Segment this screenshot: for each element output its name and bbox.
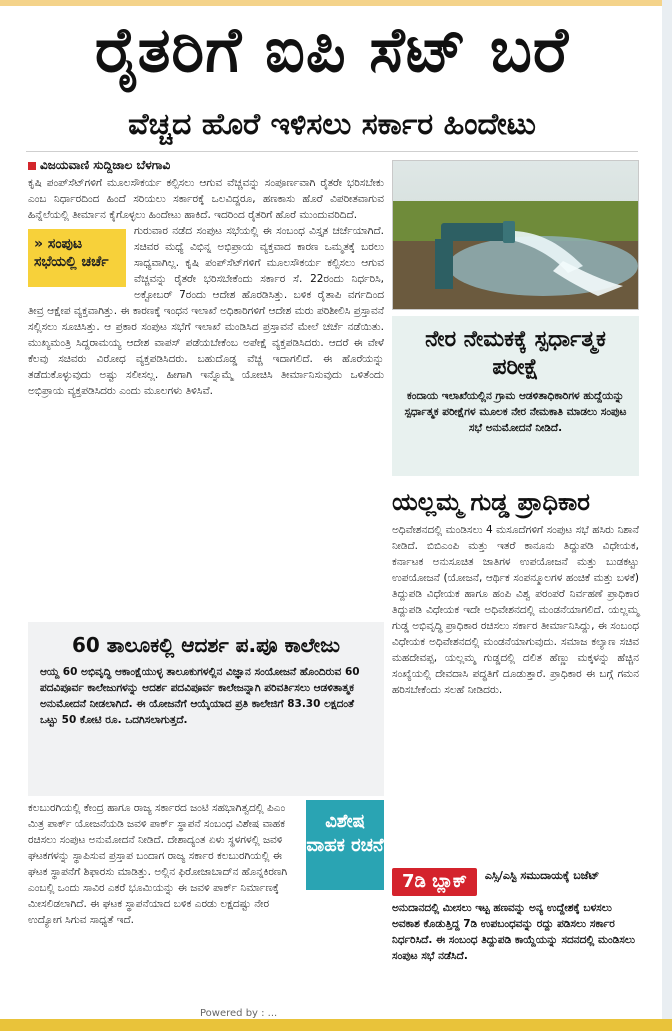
headline: ರೈತರಿಗೆ ಐಪಿ ಸೆಟ್ ಬರೆ (94, 13, 570, 86)
side-highlight-box: » ಸಂಪುಟ ಸಭೆಯಲ್ಲಿ ಚರ್ಚೆ (28, 229, 126, 287)
article-paragraph-2: ಗುರುವಾರ ನಡೆದ ಸಂಪುಟ ಸಭೆಯಲ್ಲಿ ಈ ಸಂಬಂಧ ವಿಸ್ತೃತ ಚರ್ಚೆಯಾಗಿದೆ. ಸಚಿವರ ಮಧ್ಯೆ ವಿಭಿನ್ನ ಅಭಿಪ್ರಾಯ ವ್ಯಕ್ತವಾದ ಕಾರಣ ಒಮ್ಮತಕ್ಕೆ ಬರಲು ಸಾಧ್ಯವಾಗಿಲ್ಲ. ಕೃಷಿ ಪಂಪ್‌ಸೆಟ್‌ಗಳಿಗೆ ಮೂಲಸೌಕರ್ಯ ಕಲ್ಪಿಸಲು ಆಗುವ ವೆಚ್ಚವನ್ನು ರೈತರೇ ಭರಿಸಬೇಕೆಂದು ಸರ್ಕಾರ ಸೆ. 22ರಂದು ನಿರ್ಧರಿಸಿ, ಅಕ್ಟೋಬರ್ 7ರಂದು ಆದೇಶ ಹೊರಡಿಸಿತ್ತು. ಬಳಿಕ ರೈತಾಪಿ ವರ್ಗದಿಂದ ತೀವ್ರ ಆಕ್ಷೇಪ ವ್ಯಕ್ತವಾಗಿತ್ತು. ಈ ಕಾರಣಕ್ಕೆ ಇಂಧನ ಇಲಾಖೆ ಅಧಿಕಾರಿಗಳಿಗೆ ಆದೇಶ ಮರು ಪರಿಶೀಲಿಸಿ ಪ್ರಸ್ತಾವನೆ ಸಲ್ಲಿಸಲು ಸೂಚಿಸಿತ್ತು. ಆ ಪ್ರಕಾರ ಸಂಪುಟ ಸಭೆಗೆ ಇಲಾಖೆ ಮಂಡಿಸಿದ ಪ್ರಸ್ತಾವನೆ ಮೇಲೆ ಚರ್ಚೆ ನಡೆಯಿತು. ಮುಖ್ಯಮಂತ್ರಿ ಸಿದ್ದರಾಮಯ್ಯ ಆದೇಶ ವಾಪಸ್ ಪಡೆಯಬೇಕೆಂಬ ಅಪೇಕ್ಷೆ ವ್ಯಕ್ತಪಡಿಸಿದರು. ಆದರೆ ಈ ವೇಳೆ ಕೆಲವು ಸಚಿವರು ವಿರೋಧ ವ್ಯಕ್ತಪಡಿಸಿದರು. ಬಹುದೊಡ್ಡ ವೆಚ್ಚ ಇದಾಗಲಿದೆ. ಈ ಹೊರೆಯನ್ನು ತಡೆದುಕೊಳ್ಳುವುದು ಅಷ್ಟು ಸಲೀಸಲ್ಲ. ಹೀಗಾಗಿ ಇನ್ನೊಮ್ಮೆ ಯೋಚಿಸಿ ತೀರ್ಮಾನಿಸುವುದು ಒಳಿತೆಂದು ಅಭಿಪ್ರಾಯ ವ್ಯಕ್ತಪಡಿಸಿದರು ಎಂದು ಮೂಲಗಳು ತಿಳಿಸಿವೆ. (28, 225, 384, 397)
water-pipe-photo (392, 160, 639, 310)
direct-recruitment-text: ಕಂದಾಯ ಇಲಾಖೆಯಲ್ಲಿನ ಗ್ರಾಮ ಆಡಳಿತಾಧಿಕಾರಿಗಳ ಹುದ್ದೆಯನ್ನು ಸ್ಪರ್ಧಾತ್ಮಕ ಪರೀಕ್ಷೆಗಳ ಮೂಲಕ ನೇರ ನೇಮಕಾತಿ ಮಾಡಲು ಸಂಪುಟ ಸಭೆ ಅನುಮೋದನೆ ನೀಡಿದೆ. (404, 390, 627, 434)
puc-college-text: ಆಯ್ದ 60 ಅಭಿವೃದ್ಧಿ ಆಕಾಂಕ್ಷೆಯುಳ್ಳ ತಾಲೂಕುಗಳಲ್ಲಿನ ವಿಜ್ಞಾನ ಸಂಯೋಜನೆ ಹೊಂದಿರುವ 60 ಪದವಿಪೂರ್ವ ಕಾಲೇಜುಗಳನ್ನು ಆದರ್ಶ ಪದವಿಪೂರ್ವ ಕಾಲೇಜನ್ನಾಗಿ ಪರಿವರ್ತಿಸಲು ಆಡಳಿತಾತ್ಮಕ ಅನುಮೋದನೆ ನೀಡಲಾಗಿದೆ. ಈ ಯೋಜನೆಗೆ ಆಯ್ಕೆಯಾದ ಪ್ರತಿ ಕಾಲೇಜಿಗೆ 83.30 ಲಕ್ಷದಂತೆ ಒಟ್ಟು 50 ಕೋಟಿ ರೂ. ಒದಗಿಸಲಾಗುತ್ತದೆ. (40, 666, 360, 726)
yallamma-title: ಯಲ್ಲಮ್ಮ ಗುಡ್ಡ ಪ್ರಾಧಿಕಾರ (392, 488, 590, 516)
7d-block-text: ಅನುದಾನದಲ್ಲಿ ಮೀಸಲು ಇಟ್ಟ ಹಣವನ್ನು ಅನ್ಯ ಉದ್ದೇಶಕ್ಕೆ ಬಳಸಲು ಅವಕಾಶ ಕೊಡುತ್ತಿದ್ದ 7ಡಿ ಉಪಬಂಧವನ್ನು ರದ್ದು ಪಡಿಸಲು ಸರ್ಕಾರ ನಿರ್ಧರಿಸಿದೆ. ಈ ಸಂಬಂಧ ತಿದ್ದುಪಡಿ ಕಾಯ್ದೆಯನ್ನು ಸದನದಲ್ಲಿ ಮಂಡಿಸಲು ಸಂಪುಟ ಸಭೆ ನಡೆಸಿದೆ. (392, 902, 635, 962)
red-square-icon (28, 162, 36, 170)
byline-text: ವಿಜಯವಾಣಿ ಸುದ್ದಿಜಾಲ ಬೆಳಗಾವಿ (40, 158, 171, 172)
top-strip (0, 0, 672, 6)
right-edge (662, 0, 672, 1031)
special-vehicle-box: ವಿಶೇಷ ವಾಹಕ ರಚನೆ (306, 800, 384, 890)
yallamma-text: ಅಧಿವೇಶನದಲ್ಲಿ ಮಂಡಿಸಲು 4 ಮಸೂದೆಗಳಿಗೆ ಸಂಪುಟ ಸಭೆ ಹಸಿರು ನಿಶಾನೆ ನೀಡಿದೆ. ಬಿಬಿಎಂಪಿ ಮತ್ತು ಇತರೆ ಕಾನೂನು ತಿದ್ದುಪಡಿ ವಿಧೇಯಕ, ಕರ್ನಾಟಕ ಅನುಸೂಚಿತ ಜಾತಿಗಳ ಉಪಯೋಜನೆ ಮತ್ತು ಬುಡಕಟ್ಟು ಉಪಯೋಜನೆ (ಯೋಜನೆ, ಆರ್ಥಿಕ ಸಂಪನ್ಮೂಲಗಳ ಹಂಚಿಕೆ ಮತ್ತು ಬಳಕೆ) ತಿದ್ದುಪಡಿ ವಿಧೇಯಕ ಹಾಗೂ ಹಂಪಿ ವಿಶ್ವ ಪರಂಪರೆ ನಿರ್ವಹಣೆ ಪ್ರಾಧಿಕಾರ ತಿದ್ದುಪಡಿ ವಿಧೇಯಕ ಇದೇ ಅಧಿವೇಶನದಲ್ಲಿ ಮಂಡನೆಯಾಗಲಿದೆ. ಯಲ್ಲಮ್ಮ ಗುಡ್ಡ ಅಭಿವೃದ್ಧಿ ಪ್ರಾಧಿಕಾರ ರಚಿಸಲು ಸರ್ಕಾರ ತೀರ್ಮಾನಿಸಿದ್ದು, ಈ ಸಂಬಂಧ ವಿಧೇಯಕ ಅಧಿವೇಶನದಲ್ಲಿ ಮಂಡನೆಯಾಗುವುದು. ಸಮಾಜ ಕಲ್ಯಾಣ ಸಚಿವ ಮಹದೇವಪ್ಪ, ಯಲ್ಲಮ್ಮ ಗುಡ್ಡದಲ್ಲಿ ದಲಿತ ಹೆಣ್ಣು ಮಕ್ಕಳನ್ನು ಹೆಚ್ಚಿನ ಸಂಖ್ಯೆಯಲ್ಲಿ ದೇವದಾಸಿ ಪದ್ಧತಿಗೆ ದೂಡುತ್ತಾರೆ. ಪ್ರಾಧಿಕಾರ ಈ ಬಗ್ಗೆ ಗಮನ ಹರಿಸಬೇಕೆಂದು ಸಲಹೆ ನೀಡಿದರು. (392, 524, 639, 696)
7d-block-title: 7ಡಿ ಬ್ಲಾಕ್ (392, 868, 477, 896)
direct-recruitment-box (392, 316, 639, 476)
direct-recruitment-title: ನೇರ ನೇಮಕಕ್ಕೆ ಸ್ಪರ್ಧಾತ್ಮಕ ಪರೀಕ್ಷೆ (425, 327, 606, 380)
bottom-strip (0, 1019, 672, 1031)
subheadline: ವೆಚ್ಚದ ಹೊರೆ ಇಳಿಸಲು ಸರ್ಕಾರ ಹಿಂದೇಟು (128, 107, 536, 142)
textile-park-article (28, 800, 384, 1000)
puc-college-box (28, 622, 384, 796)
bottom-caption: Powered by : ... (200, 1008, 278, 1019)
byline (28, 158, 384, 173)
right-column (392, 160, 639, 698)
main-article (28, 158, 384, 399)
article-paragraph-1: ಕೃಷಿ ಪಂಪ್‌ಸೆಟ್‌ಗಳಿಗೆ ಮೂಲಸೌಕರ್ಯ ಕಲ್ಪಿಸಲು ಆಗುವ ವೆಚ್ಚವನ್ನು ಸಂಪೂರ್ಣವಾಗಿ ರೈತರೇ ಭರಿಸಬೇಕು ಎಂಬ ನಿರ್ಧಾರದಿಂದ ಹಿಂದೆ ಸರಿಯಲು ಸರ್ಕಾರಕ್ಕೆ ಒಲವಿದ್ದರೂ, ಹಣಕಾಸು ಹೊರೆ ವಿಪರೀತವಾಗುವ ಹಿನ್ನೆಲೆಯಲ್ಲಿ ತೀರ್ಮಾನ ಕೈಗೊಳ್ಳಲು ಹಿಂದೇಟು ಹಾಕಿದೆ. ಇದರಿಂದ ರೈತರಿಗೆ ಹೊರೆ ಮುಂದುವರಿದಿದೆ. (28, 177, 384, 221)
7d-block-header (392, 868, 639, 896)
7d-block-tag: ಎಸ್ಸಿ/ಎಸ್ಟಿ ಸಮುದಾಯಕ್ಕೆ ಬಜೆಟ್ (484, 869, 600, 882)
headline-rule (26, 151, 638, 152)
textile-park-text: ಕಲಬುರಗಿಯಲ್ಲಿ ಕೇಂದ್ರ ಹಾಗೂ ರಾಜ್ಯ ಸರ್ಕಾರದ ಜಂಟಿ ಸಹಭಾಗಿತ್ವದಲ್ಲಿ ಪಿಎಂ ಮಿತ್ರ ಪಾರ್ಕ್ ಯೋಜನೆಯಡಿ ಜವಳಿ ಪಾರ್ಕ್ ಸ್ಥಾಪನೆ ಸಂಬಂಧ ವಿಶೇಷ ವಾಹಕ ರಚಿಸಲು ಸಂಪುಟ ಅನುಮೋದನೆ ನೀಡಿದೆ. ದೇಶಾದ್ಯಂತ ಏಳು ಸ್ಥಳಗಳಲ್ಲಿ ಜವಳಿ ಘಟಕಗಳನ್ನು ಸ್ಥಾಪಿಸುವ ಪ್ರಸ್ತಾಪ ಬಂದಾಗ ರಾಜ್ಯ ಸರ್ಕಾರ ಕಲಬುರಗಿಯಲ್ಲಿ ಈ ಘಟಕ ಸ್ಥಾಪನೆಗೆ ಶಿಫಾರಸು ಮಾಡಿತ್ತು. ಅಲ್ಲಿನ ಫಿರೋಜಾಬಾದ್‌ನ ಹೊನ್ನಕಿರಣಗಿ ಎಂಬಲ್ಲಿ ಒಂದು ಸಾವಿರ ಎಕರೆ ಭೂಮಿಯನ್ನು ಈ ಜವಳಿ ಪಾರ್ಕ್ ನಿರ್ಮಾಣಕ್ಕೆ ಮೀಸಲಿಡಲಾಗಿದೆ. ಈ ಘಟಕ ಸ್ಥಾಪನೆಯಾದ ಬಳಿಕ ಎರಡು ಲಕ್ಷದಷ್ಟು ನೇರ ಉದ್ಯೋಗ ಸಿಗುವ ಸಾಧ್ಯತೆ ಇದೆ. (28, 802, 288, 926)
puc-college-title: 60 ತಾಲೂಕಲ್ಲಿ ಆದರ್ಶ ಪ.ಪೂ ಕಾಲೇಜು (72, 633, 340, 657)
